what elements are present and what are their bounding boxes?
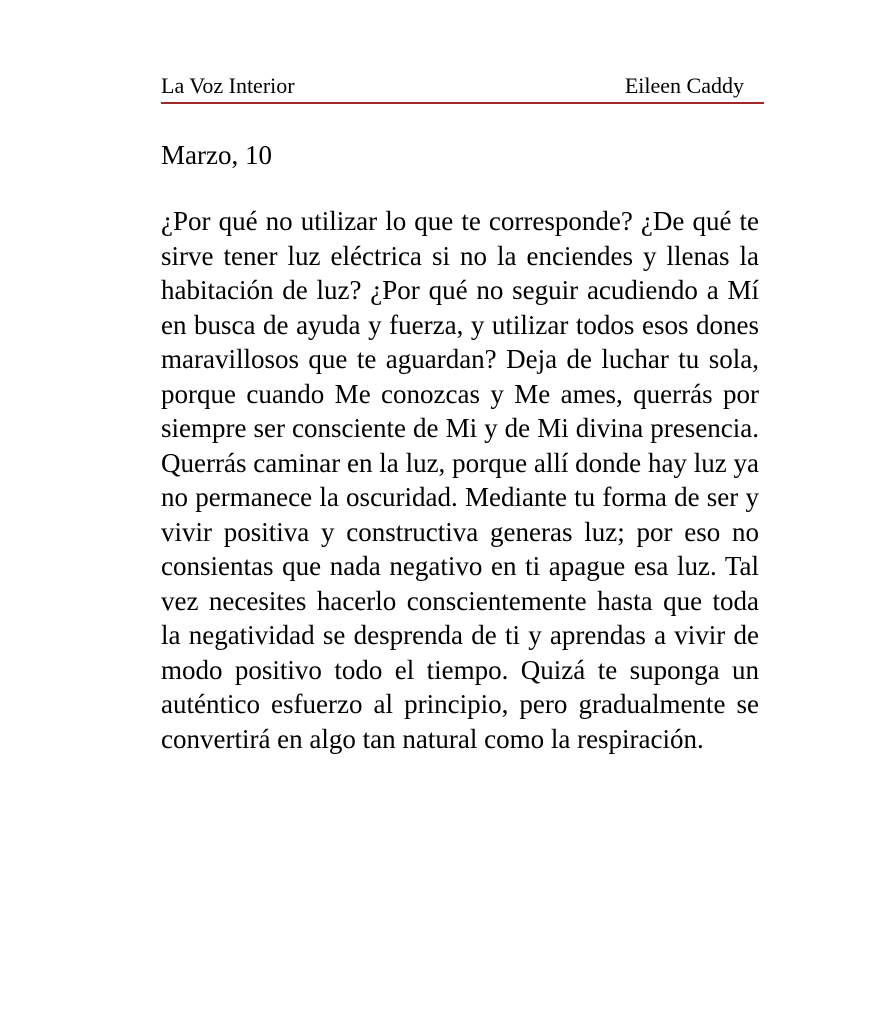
- book-title: La Voz Interior: [161, 73, 295, 98]
- entry-date: Marzo, 10: [161, 140, 272, 170]
- entry-body-text: ¿Por qué no utilizar lo que te corresponde? ¿De qué te sirve tener luz eléctrica si no la enciendes y llenas la habitación de luz? ¿Por qué no seguir acudiendo a Mí en busca de ayuda y fuerza, y utilizar todos esos dones maravillosos que te aguardan? Deja de luchar tu sola, porque cuando Me conozcas y Me ames, querrás por siempre ser consciente de Mi y de Mi divina presencia. Querrás caminar en la luz, porque allí donde hay luz ya no permanece la oscuridad. Mediante tu forma de ser y vivir positiva y constructiva generas luz; por eso no consientas que nada negativo en ti apague esa luz. Tal vez necesites hacerlo conscientemente hasta que toda la negatividad se desprenda de ti y aprendas a vivir de modo positivo todo el tiempo. Quizá te suponga un auténtico esfuerzo al principio, pero gradualmente se convertirá en algo tan natural como la respiración.: [161, 206, 759, 754]
- page-header: [161, 72, 764, 104]
- author-name: Eileen Caddy: [624, 73, 744, 98]
